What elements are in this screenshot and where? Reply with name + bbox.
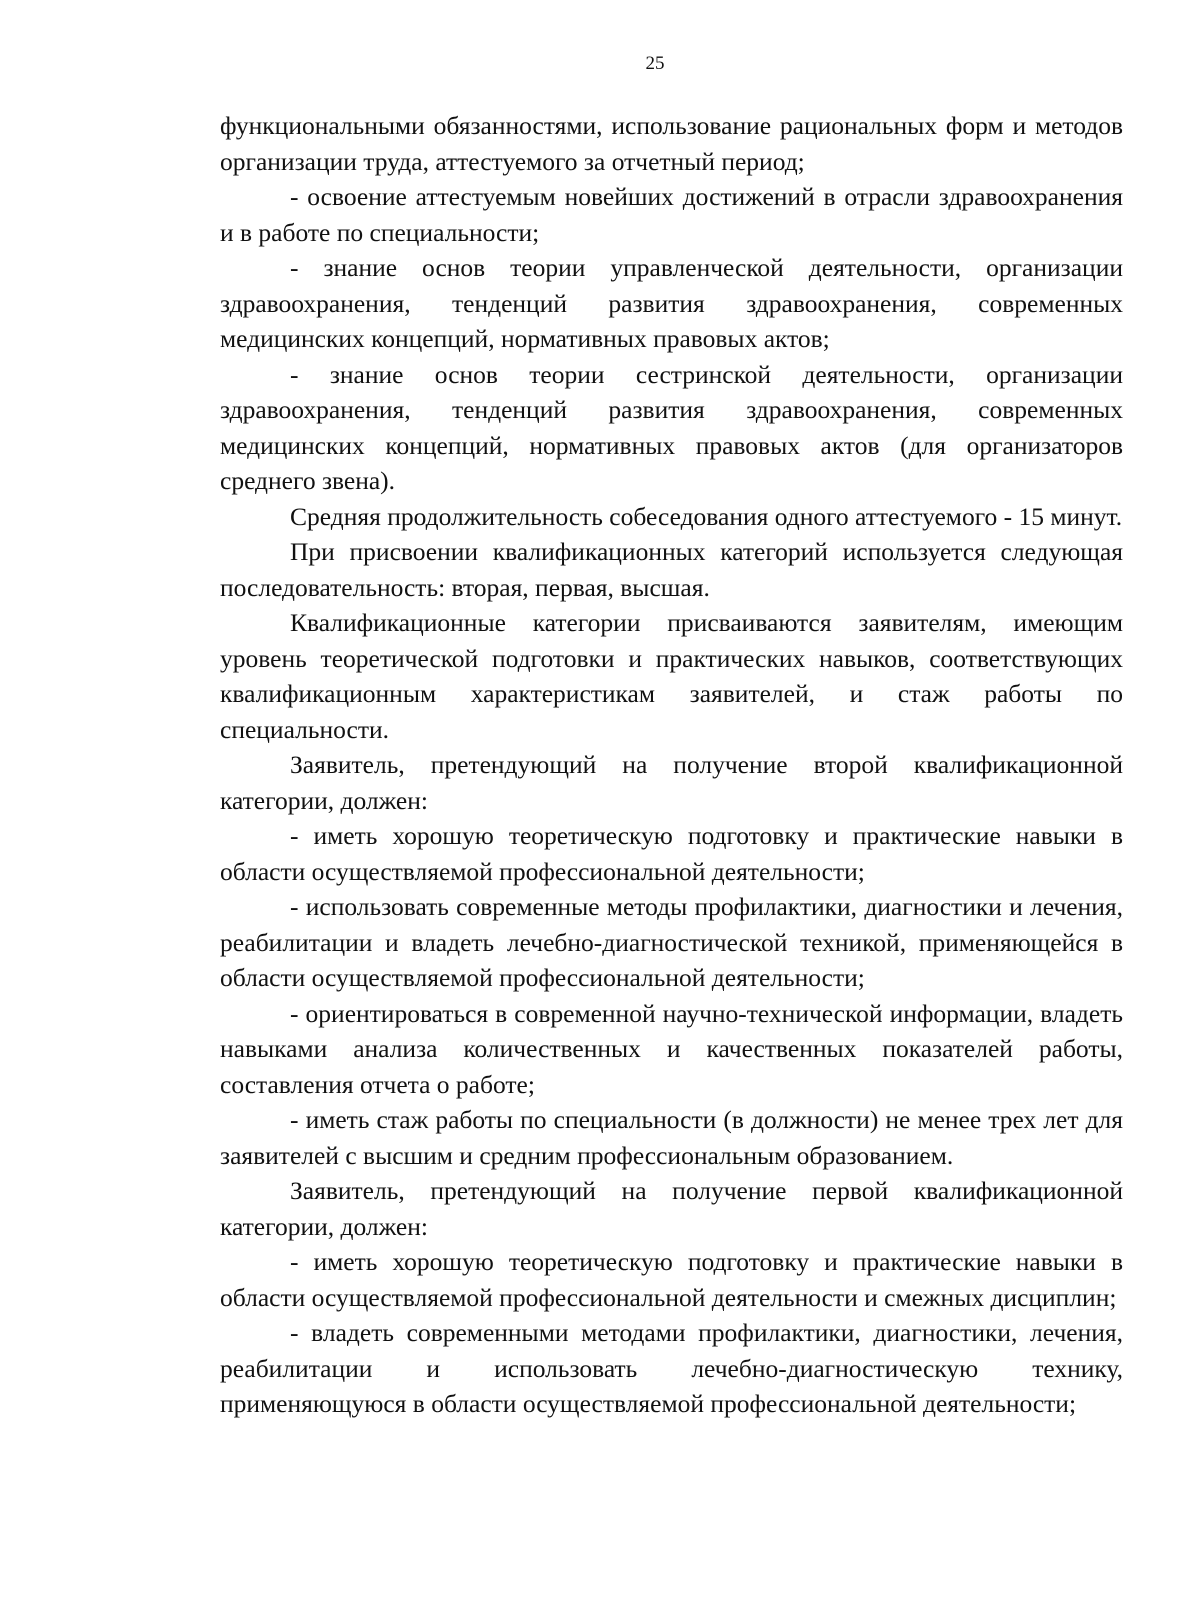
paragraph-category-assignment: Квалификационные категории присваиваются заявителям, имеющим уровень теоретической подготовки и практических навыков, соответствующих квалификационным характеристикам заявителей, и стаж работы по специальности. (220, 608, 1123, 744)
paragraph-first-category-heading: Заявитель, претендующий на получение первой квалификационной категории, должен: (220, 1176, 1123, 1241)
paragraph-second-experience: - иметь стаж работы по специальности (в должности) не менее трех лет для заявителей с высшим и средним профессиональным образованием. (220, 1105, 1123, 1170)
paragraph-duties-continuation: функциональными обязанностями, использование рациональных форм и методов организации труда, аттестуемого за отчетный период; (220, 111, 1123, 176)
paragraph-second-category-heading: Заявитель, претендующий на получение второй квалификационной категории, должен: (220, 750, 1123, 815)
paragraph-second-information: - ориентироваться в современной научно-технической информации, владеть навыками анализа количественных и качественных показателей работы, составления отчета о работе; (220, 998, 1123, 1099)
paragraph-first-theory: - иметь хорошую теоретическую подготовку и практические навыки в области осуществляемой профессиональной деятельности и смежных дисциплин; (220, 1247, 1123, 1312)
page-number: 25 (645, 53, 665, 74)
paragraph-second-theory: - иметь хорошую теоретическую подготовку и практические навыки в области осуществляемой профессиональной деятельности; (220, 821, 1123, 886)
paragraph-first-methods: - владеть современными методами профилактики, диагностики, лечения, реабилитации и использовать лечебно-диагностическую технику, применяющуюся в области осуществляемой профессиональной деятельности; (220, 1318, 1123, 1418)
paragraph-second-methods: - использовать современные методы профилактики, диагностики и лечения, реабилитации и владеть лечебно-диагностической техникой, применяющейся в области осуществляемой профессиональной деятельности; (220, 892, 1123, 992)
paragraph-nursing-theory: - знание основ теории сестринской деятельности, организации здравоохранения, тенденций развития здравоохранения, современных медицинских концепций, нормативных правовых актов (для организаторов среднего звена). (220, 359, 1123, 495)
paragraph-category-order: При присвоении квалификационных категорий используется следующая последовательность: вторая, первая, высшая. (220, 537, 1123, 602)
paragraph-interview-duration: Средняя продолжительность собеседования одного аттестуемого - 15 минут. (290, 501, 1123, 531)
document-body (220, 108, 1123, 1422)
paragraph-mastery-achievements: - освоение аттестуемым новейших достижений в отрасли здравоохранения и в работе по специальности; (220, 182, 1123, 247)
paragraph-management-theory: - знание основ теории управленческой деятельности, организации здравоохранения, тенденций развития здравоохранения, современных медицинских концепций, нормативных правовых актов; (220, 253, 1123, 353)
